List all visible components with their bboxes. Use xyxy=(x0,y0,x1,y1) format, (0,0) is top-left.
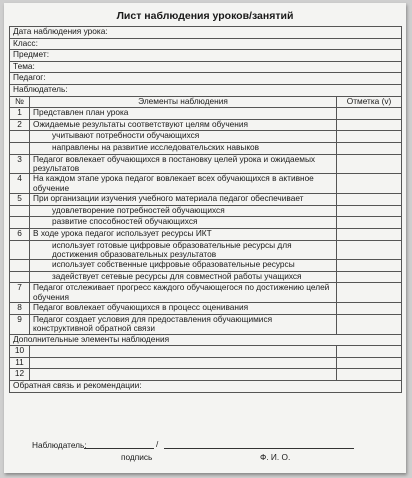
header-elements: Элементы наблюдения xyxy=(30,96,337,108)
info-row-observer xyxy=(10,84,402,96)
mark-cell[interactable] xyxy=(337,260,402,272)
mark-cell[interactable] xyxy=(337,131,402,143)
row-number xyxy=(10,271,30,283)
signature-line[interactable] xyxy=(84,448,154,449)
row-number: 11 xyxy=(10,357,30,369)
row-number: 5 xyxy=(10,194,30,206)
mark-cell[interactable] xyxy=(337,240,402,260)
feedback-row xyxy=(10,381,402,393)
info-row-teacher xyxy=(10,73,402,85)
fio-caption: Ф. И. О. xyxy=(260,452,291,462)
info-field[interactable]: Класс: xyxy=(10,38,402,50)
table-row xyxy=(10,228,402,240)
mark-cell[interactable] xyxy=(337,271,402,283)
element-text: Педагог вовлекает обучающихся в постановку целей урока и ожидаемых результатов xyxy=(30,154,337,174)
table-row xyxy=(10,260,402,272)
element-text[interactable] xyxy=(30,357,337,369)
table-row xyxy=(10,240,402,260)
signature-caption: подпись xyxy=(121,452,153,462)
info-field[interactable]: Наблюдатель: xyxy=(10,84,402,96)
element-text: задействует сетевые ресурсы для совместной работы учащихся xyxy=(30,271,337,283)
element-text: направлены на развитие исследовательских навыков xyxy=(30,142,337,154)
table-row xyxy=(10,283,402,303)
row-number: 12 xyxy=(10,369,30,381)
table-row xyxy=(10,369,402,381)
row-number xyxy=(10,131,30,143)
observation-sheet xyxy=(4,3,406,473)
table-row xyxy=(10,108,402,120)
mark-cell[interactable] xyxy=(337,217,402,229)
mark-cell[interactable] xyxy=(337,346,402,358)
element-text: На каждом этапе урока педагог вовлекает всех обучающихся в активное обучение xyxy=(30,174,337,194)
mark-cell[interactable] xyxy=(337,154,402,174)
row-number: 3 xyxy=(10,154,30,174)
sheet-title: Лист наблюдения уроков/занятий xyxy=(116,10,294,22)
info-field[interactable]: Педагог: xyxy=(10,73,402,85)
table-row xyxy=(10,131,402,143)
row-number: 8 xyxy=(10,303,30,315)
mark-cell[interactable] xyxy=(337,194,402,206)
element-text: использует собственные цифровые образовательные ресурсы xyxy=(30,260,337,272)
row-number xyxy=(10,142,30,154)
table-row xyxy=(10,142,402,154)
mark-cell[interactable] xyxy=(337,108,402,120)
table-row xyxy=(10,357,402,369)
additional-header-row xyxy=(10,334,402,346)
signature-footer xyxy=(4,434,406,470)
element-text: удовлетворение потребностей обучающихся xyxy=(30,205,337,217)
mark-cell[interactable] xyxy=(337,357,402,369)
row-number: 2 xyxy=(10,119,30,131)
table-row xyxy=(10,271,402,283)
element-text: При организации изучения учебного материала педагог обеспечивает xyxy=(30,194,337,206)
element-text[interactable] xyxy=(30,369,337,381)
element-text: развитие способностей обучающихся xyxy=(30,217,337,229)
table-header-row xyxy=(10,96,402,108)
element-text: Педагог создает условия для предоставления обучающимися конструктивной обратной связи xyxy=(30,314,337,334)
info-row-date xyxy=(10,27,402,39)
row-number xyxy=(10,205,30,217)
element-text: Педагог вовлекает обучающихся в процесс оценивания xyxy=(30,303,337,315)
table-row xyxy=(10,174,402,194)
info-field[interactable]: Тема: xyxy=(10,61,402,73)
element-text: В ходе урока педагог использует ресурсы ИКТ xyxy=(30,228,337,240)
slash-separator: / xyxy=(156,439,159,449)
row-number xyxy=(10,240,30,260)
element-text: Ожидаемые результаты соответствуют целям обучения xyxy=(30,119,337,131)
table-row xyxy=(10,346,402,358)
table-row xyxy=(10,217,402,229)
table-row xyxy=(10,194,402,206)
observation-table xyxy=(9,26,402,393)
table-row xyxy=(10,205,402,217)
feedback-label[interactable]: Обратная связь и рекомендации: xyxy=(10,381,402,393)
mark-cell[interactable] xyxy=(337,228,402,240)
mark-cell[interactable] xyxy=(337,303,402,315)
row-number: 7 xyxy=(10,283,30,303)
row-number: 9 xyxy=(10,314,30,334)
mark-cell[interactable] xyxy=(337,174,402,194)
header-num: № xyxy=(10,96,30,108)
mark-cell[interactable] xyxy=(337,119,402,131)
table-row xyxy=(10,119,402,131)
observer-label: Наблюдатель: xyxy=(32,440,87,450)
row-number: 6 xyxy=(10,228,30,240)
element-text: учитывают потребности обучающихся xyxy=(30,131,337,143)
mark-cell[interactable] xyxy=(337,369,402,381)
row-number xyxy=(10,260,30,272)
element-text[interactable] xyxy=(30,346,337,358)
header-mark: Отметка (v) xyxy=(337,96,402,108)
row-number: 4 xyxy=(10,174,30,194)
row-number: 10 xyxy=(10,346,30,358)
table-row xyxy=(10,303,402,315)
info-field[interactable]: Предмет: xyxy=(10,50,402,62)
table-row xyxy=(10,154,402,174)
name-line[interactable] xyxy=(164,448,354,449)
row-number: 1 xyxy=(10,108,30,120)
info-row-topic xyxy=(10,61,402,73)
info-row-subject xyxy=(10,50,402,62)
mark-cell[interactable] xyxy=(337,283,402,303)
mark-cell[interactable] xyxy=(337,314,402,334)
row-number xyxy=(10,217,30,229)
element-text: использует готовые цифровые образовательные ресурсы для достижения образовательных результатов xyxy=(30,240,337,260)
element-text: Представлен план урока xyxy=(30,108,337,120)
mark-cell[interactable] xyxy=(337,142,402,154)
table-row xyxy=(10,314,402,334)
additional-label: Дополнительные элементы наблюдения xyxy=(10,334,402,346)
mark-cell[interactable] xyxy=(337,205,402,217)
info-row-class xyxy=(10,38,402,50)
info-field[interactable]: Дата наблюдения урока: xyxy=(10,27,402,39)
element-text: Педагог отслеживает прогресс каждого обучающегося по достижению целей обучения xyxy=(30,283,337,303)
